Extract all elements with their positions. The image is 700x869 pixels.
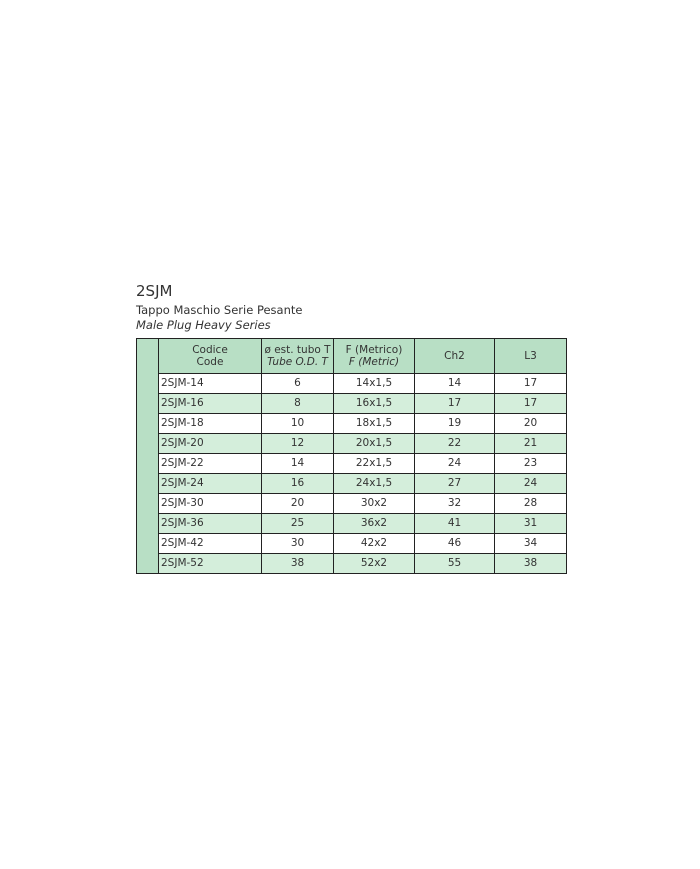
table-row <box>159 374 567 394</box>
table-side-stripe <box>136 338 158 574</box>
cell-l3: 20 <box>495 414 567 434</box>
cell-ch2: 22 <box>415 434 495 454</box>
cell-l3: 17 <box>495 394 567 414</box>
cell-thread: 36x2 <box>334 514 415 534</box>
cell-thread: 18x1,5 <box>334 414 415 434</box>
cell-thread: 14x1,5 <box>334 374 415 394</box>
header-thread-en: F (Metric) <box>348 356 400 368</box>
cell-l3: 34 <box>495 534 567 554</box>
cell-l3: 21 <box>495 434 567 454</box>
cell-ch2: 41 <box>415 514 495 534</box>
cell-ch2: 46 <box>415 534 495 554</box>
title-block <box>136 282 302 333</box>
header-code-en: Code <box>196 356 224 368</box>
cell-ch2: 32 <box>415 494 495 514</box>
header-code-it: Codice <box>192 344 228 356</box>
cell-code: 2SJM-16 <box>159 394 262 414</box>
dimensions-table <box>158 338 567 574</box>
header-l3 <box>495 339 567 374</box>
table-row <box>159 494 567 514</box>
cell-tube-od: 8 <box>262 394 334 414</box>
cell-l3: 17 <box>495 374 567 394</box>
cell-l3: 38 <box>495 554 567 574</box>
cell-tube-od: 20 <box>262 494 334 514</box>
table-row <box>159 554 567 574</box>
cell-ch2: 19 <box>415 414 495 434</box>
cell-tube-od: 6 <box>262 374 334 394</box>
cell-tube-od: 12 <box>262 434 334 454</box>
cell-code: 2SJM-42 <box>159 534 262 554</box>
cell-thread: 16x1,5 <box>334 394 415 414</box>
cell-tube-od: 38 <box>262 554 334 574</box>
header-thread-it: F (Metrico) <box>345 344 403 356</box>
table-row <box>159 394 567 414</box>
product-code: 2SJM <box>136 282 173 300</box>
cell-thread: 30x2 <box>334 494 415 514</box>
cell-l3: 23 <box>495 454 567 474</box>
header-ch2-label: Ch2 <box>444 350 465 362</box>
cell-thread: 20x1,5 <box>334 434 415 454</box>
cell-ch2: 24 <box>415 454 495 474</box>
cell-tube-od: 16 <box>262 474 334 494</box>
header-l3-label: L3 <box>524 350 537 362</box>
header-tube-od-en: Tube O.D. T <box>267 356 328 368</box>
cell-tube-od: 25 <box>262 514 334 534</box>
cell-tube-od: 10 <box>262 414 334 434</box>
header-ch2 <box>415 339 495 374</box>
header-tube-od <box>262 339 334 374</box>
table-row <box>159 514 567 534</box>
dimensions-table-wrap <box>136 338 566 574</box>
cell-tube-od: 30 <box>262 534 334 554</box>
table-row <box>159 474 567 494</box>
cell-l3: 31 <box>495 514 567 534</box>
cell-code: 2SJM-20 <box>159 434 262 454</box>
cell-thread: 24x1,5 <box>334 474 415 494</box>
table-row <box>159 534 567 554</box>
cell-code: 2SJM-30 <box>159 494 262 514</box>
header-tube-od-it: ø est. tubo T <box>264 344 331 356</box>
header-thread <box>334 339 415 374</box>
cell-code: 2SJM-36 <box>159 514 262 534</box>
cell-ch2: 17 <box>415 394 495 414</box>
cell-tube-od: 14 <box>262 454 334 474</box>
cell-ch2: 14 <box>415 374 495 394</box>
table-row <box>159 454 567 474</box>
table-row <box>159 414 567 434</box>
cell-code: 2SJM-24 <box>159 474 262 494</box>
product-name-italian: Tappo Maschio Serie Pesante <box>136 303 303 317</box>
cell-code: 2SJM-18 <box>159 414 262 434</box>
cell-ch2: 27 <box>415 474 495 494</box>
product-name-english: Male Plug Heavy Series <box>136 318 271 332</box>
cell-ch2: 55 <box>415 554 495 574</box>
table-header-row <box>159 339 567 374</box>
cell-code: 2SJM-14 <box>159 374 262 394</box>
cell-l3: 24 <box>495 474 567 494</box>
cell-code: 2SJM-52 <box>159 554 262 574</box>
cell-code: 2SJM-22 <box>159 454 262 474</box>
header-code <box>159 339 262 374</box>
cell-thread: 42x2 <box>334 534 415 554</box>
table-row <box>159 434 567 454</box>
cell-thread: 52x2 <box>334 554 415 574</box>
cell-thread: 22x1,5 <box>334 454 415 474</box>
cell-l3: 28 <box>495 494 567 514</box>
